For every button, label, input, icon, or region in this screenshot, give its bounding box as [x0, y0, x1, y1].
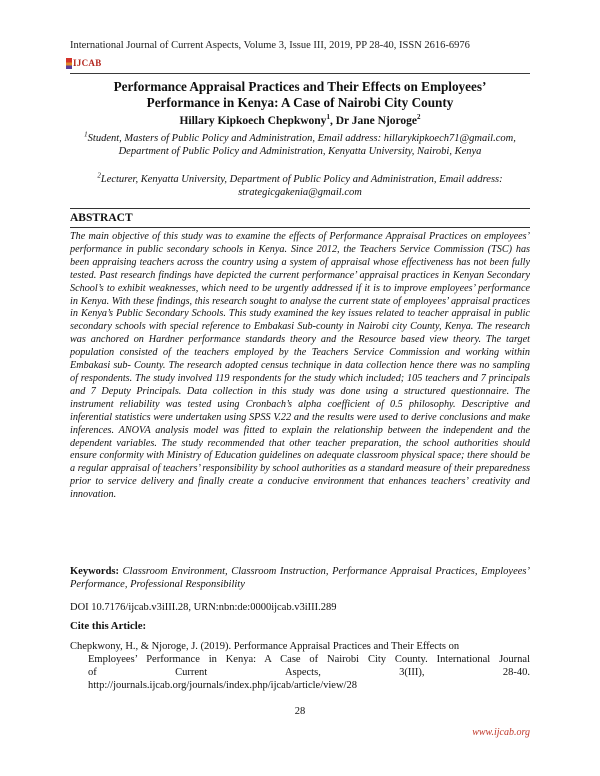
affiliation-1-sup: 1 — [84, 130, 88, 139]
keywords-label: Keywords: — [70, 566, 119, 577]
keywords — [70, 565, 530, 591]
page-number: 28 — [294, 706, 306, 717]
cite-heading: Cite this Article: — [70, 620, 147, 632]
author-2-sup: 2 — [417, 113, 421, 122]
citation-line-3: of Current Aspects, 3(III), 28-40. — [88, 667, 530, 678]
author-list — [70, 114, 530, 128]
title-line-1: Performance Appraisal Practices and Their Effects on Employees’ — [113, 79, 487, 94]
citation-line-2: Employees’ Performance in Kenya: A Case of Nairobi City County. International Journal — [88, 654, 530, 665]
affiliation-1 — [70, 132, 530, 158]
author-1-sup: 1 — [326, 113, 330, 122]
header-divider — [70, 73, 530, 74]
paper-title — [70, 79, 530, 111]
abstract-rule-top — [70, 208, 530, 209]
doi-line: DOI 10.7176/ijcab.v3iIII.28, URN:nbn:de:0000ijcab.v3iIII.289 — [70, 602, 337, 613]
journal-logo — [66, 57, 102, 69]
author-1: Hillary Kipkoech Chepkwony — [179, 115, 327, 127]
logo-icon — [66, 58, 72, 69]
citation-line-1: Chepkwony, H., & Njoroge, J. (2019). Performance Appraisal Practices and Their Effects on — [70, 641, 460, 652]
title-line-2: Performance in Kenya: A Case of Nairobi City County — [146, 95, 454, 110]
affiliation-2-sup: 2 — [97, 171, 101, 180]
keywords-text: Classroom Environment, Classroom Instruction, Performance Appraisal Practices, Employees’ Performance, Professional Responsibility — [70, 566, 530, 590]
citation — [70, 640, 530, 692]
affiliation-2-text: Lecturer, Kenyatta University, Department of Public Policy and Administration, Email address: strategicgakenia@gmail.com — [100, 174, 503, 199]
author-separator: , — [329, 115, 336, 127]
abstract-heading: ABSTRACT — [70, 212, 133, 224]
logo-text: IJCAB — [73, 58, 102, 68]
author-2: Dr Jane Njoroge — [335, 115, 418, 127]
affiliation-2 — [70, 173, 530, 199]
journal-header: International Journal of Current Aspects, Volume 3, Issue III, 2019, PP 28-40, ISSN 2616-6976 — [70, 40, 470, 51]
citation-url[interactable]: http://journals.ijcab.org/journals/index.php/ijcab/article/view/28 — [88, 680, 357, 691]
abstract-body: The main objective of this study was to examine the effects of Performance Appraisal Practices on employees’ performance in public secondary schools in Kenya. Since 2012, the Teachers Service Commission (TSC) has been appraising teachers across the country using a system of appraisal whose effectiveness has not been fully tested. Past research findings have depicted the current performance’ appraisal practices in Kenyan Secondary School’s to exhibit weaknesses, which need to be urgently addressed if it is to improve employees’ performance in Kenya. With these findings, this research sought to analyse the current state of employees’ appraisal practices in Kenya’s Public Secondary Schools. This study examined the key issues related to teacher appraisal in public secondary schools with special reference to Embakasi Sub-county in Nairobi city County, Kenya. The research was anchored on Hardner performance standards theory and the Resource based view theory. The target population consisted of the teachers employed by the Teachers Service Commission and working within Embakasi sub- County. The research adopted census technique in data collection hence there was no sampling of respondents. The study involved 119 respondents for the study which included; 105 teachers and 7 principals and 7 Deputy Principals. Data collection in this study was done using a structured questionnaire. The instrument reliability was tested using Cronbach’s alpha coefficient of 0.5 philosophy. Descriptive and inferential statistics were undertaken using SPSS V.22 and the results were used to derive conclusions and make inferences. ANOVA analysis model was fitted to explain the relationship between the independent and the dependent variables. The study recommended that other teacher preparation, the school authorities should ensure conformity with Ministry of Education guidelines on adequate classroom physical space; there should be a regular appraisal of teachers’ responsibility by school authorities as a standard measure of their preparedness prior to service delivery and finally create a conducive environment that enhances teachers’ creativity and innovation. — [70, 231, 530, 501]
journal-website-link[interactable]: www.ijcab.org — [472, 727, 530, 738]
abstract-rule-bottom — [70, 227, 530, 228]
affiliation-1-text: Student, Masters of Public Policy and Administration, Email address: hillarykipkoech71@gmail.com, Department of Public Policy and Administration, Kenyatta University, Nairobi, Kenya — [87, 133, 516, 158]
